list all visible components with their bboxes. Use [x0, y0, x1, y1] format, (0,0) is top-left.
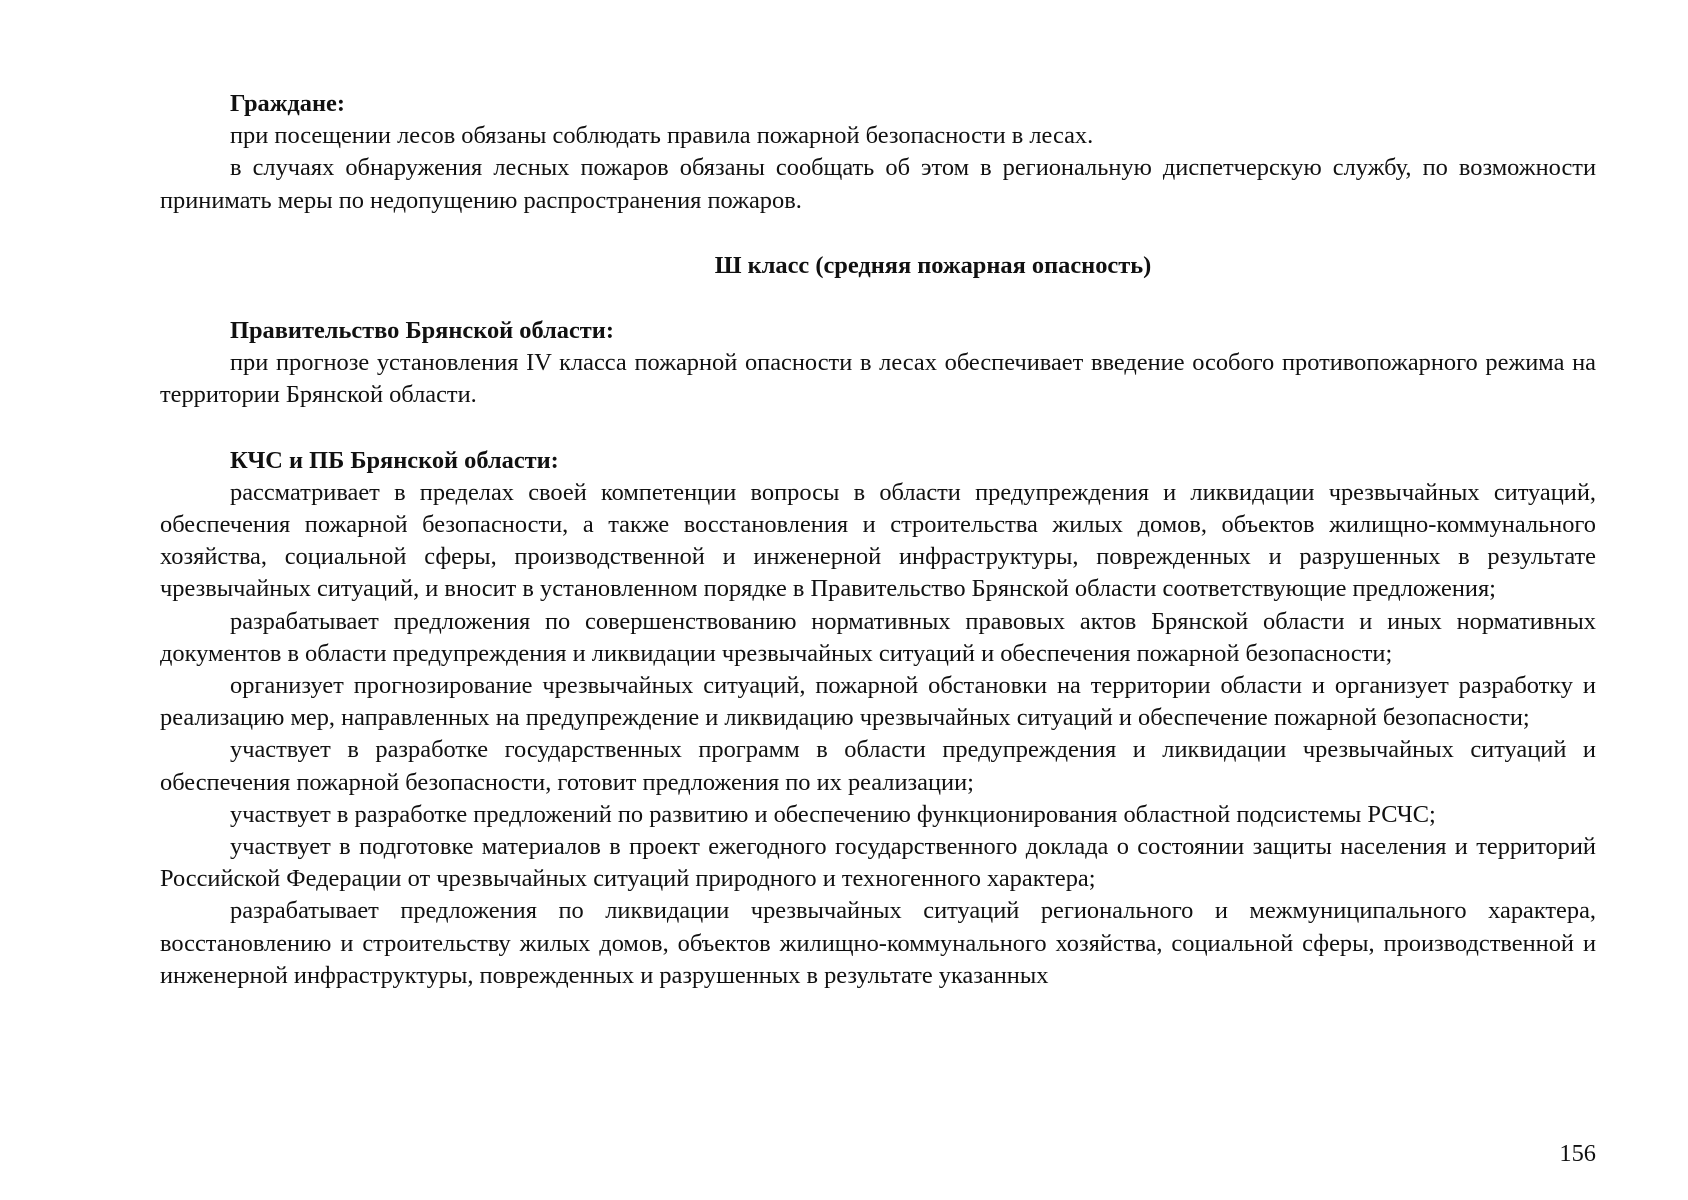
- paragraph: организует прогнозирование чрезвычайных ситуаций, пожарной обстановки на территории области и организует разработку и реализацию мер, направленных на предупреждение и ликвидацию чрезвычайных ситуаций и обеспечение пожарной безопасности;: [160, 672, 1596, 732]
- paragraph: участвует в разработке предложений по развитию и обеспечению функционирования областной подсистемы РСЧС;: [230, 800, 1436, 828]
- spacer: [160, 217, 1596, 250]
- section-kchs: [160, 445, 1596, 992]
- section-citizens: [160, 88, 1596, 217]
- page-number: 156: [1559, 1140, 1596, 1167]
- paragraph: разрабатывает предложения по ликвидации чрезвычайных ситуаций регионального и межмуниципального характера, восстановлению и строительству жилых домов, объектов жилищно-коммунального хозяйства, социальной сферы, производственной и инженерной инфраструктуры, поврежденных и разрушенных в результате указанных: [160, 897, 1596, 989]
- paragraph: рассматривает в пределах своей компетенции вопросы в области предупреждения и ликвидации чрезвычайных ситуаций, обеспечения пожарной безопасности, а также восстановления и строительства жилых домов, объектов жилищно-коммунального хозяйства, социальной сферы, производственной и инженерной инфраструктуры, поврежденных и разрушенных в результате чрезвычайных ситуаций, и вносит в установленном порядке в Правительство Брянской области соответствующие предложения;: [160, 478, 1596, 603]
- paragraph: при посещении лесов обязаны соблюдать правила пожарной безопасности в лесах.: [230, 122, 1094, 150]
- spacer: [160, 412, 1596, 445]
- section-heading-citizens: Граждане:: [230, 90, 345, 117]
- section-heading-kchs: КЧС и ПБ Брянской области:: [230, 446, 559, 474]
- section-heading-government: Правительство Брянской области:: [230, 317, 614, 345]
- paragraph: в случаях обнаружения лесных пожаров обязаны сообщать об этом в региональную диспетчерскую службу, по возможности принимать меры по недопущению распространения пожаров.: [160, 154, 1596, 214]
- document-page: [160, 88, 1596, 992]
- class-heading: Ш класс (средняя пожарная опасность): [714, 251, 1152, 279]
- paragraph: при прогнозе установления IV класса пожарной опасности в лесах обеспечивает введение особого противопожарного режима на территории Брянской области.: [160, 349, 1596, 409]
- spacer: [160, 282, 1596, 315]
- paragraph: разрабатывает предложения по совершенствованию нормативных правовых актов Брянской области и иных нормативных документов в области предупреждения и ликвидации чрезвычайных ситуаций и обеспечения пожарной безопасности;: [160, 607, 1596, 667]
- paragraph: участвует в подготовке материалов в проект ежегодного государственного доклада о состоянии защиты населения и территорий Российской Федерации от чрезвычайных ситуаций природного и техногенного характера;: [160, 833, 1596, 893]
- section-government: [160, 315, 1596, 412]
- paragraph: участвует в разработке государственных программ в области предупреждения и ликвидации чрезвычайных ситуаций и обеспечения пожарной безопасности, готовит предложения по их реализации;: [160, 736, 1596, 796]
